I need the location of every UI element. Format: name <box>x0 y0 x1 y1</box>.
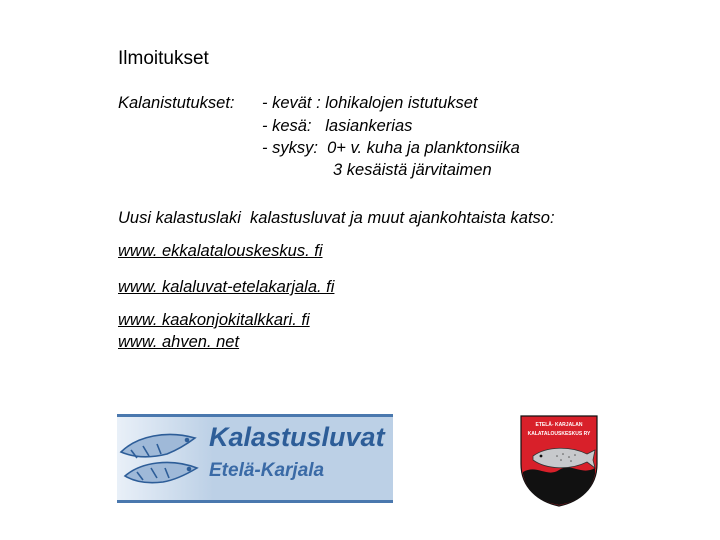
emblem-line2: KALATALOUSKESKUS RY <box>527 431 591 437</box>
stocking-line-summer: - kesä: lasiankerias <box>262 117 413 135</box>
kalatalouskeskus-emblem <box>517 412 601 508</box>
page-heading: Ilmoitukset <box>118 48 209 69</box>
link-kaakonjokitalkkari[interactable]: www. kaakonjokitalkkari. fi <box>118 311 310 329</box>
link-kalaluvat[interactable]: www. kalaluvat-etelakarjala. fi <box>118 278 335 296</box>
link-ahven[interactable]: www. ahven. net <box>118 333 240 351</box>
logo-title: Kalastusluvat <box>209 422 385 452</box>
stocking-line-autumn-cont: 3 kesäistä järvitaimen <box>333 161 492 179</box>
stocking-line-spring: - kevät : lohikalojen istutukset <box>262 94 478 112</box>
stocking-label: Kalanistutukset: <box>118 94 235 112</box>
link-ekkalatalouskeskus[interactable]: www. ekkalatalouskeskus. fi <box>118 242 323 260</box>
stocking-line-autumn: - syksy: 0+ v. kuha ja planktonsiika <box>262 139 520 157</box>
logo-subtitle: Etelä-Karjala <box>209 460 325 481</box>
emblem-line1: ETELÄ- KARJALAN <box>535 422 583 428</box>
kalastusluvat-logo <box>117 414 393 503</box>
fishing-law-text: Uusi kalastuslaki kalastusluvat ja muut ajankohtaista katso: <box>118 209 555 227</box>
